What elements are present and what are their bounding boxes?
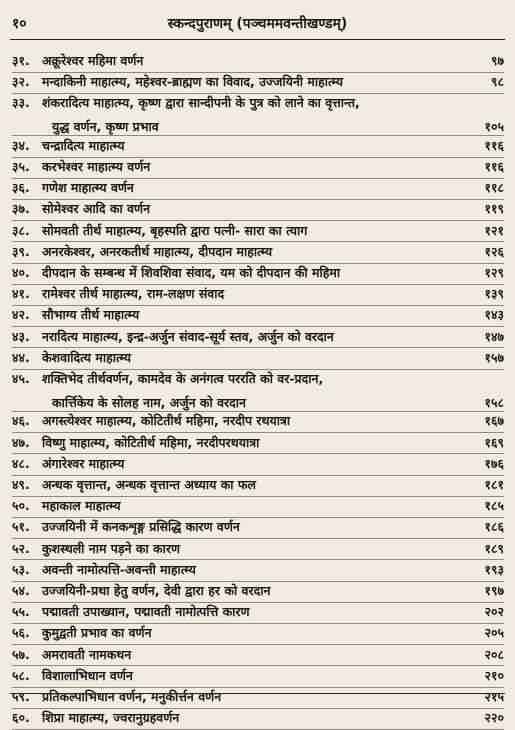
entry-page: १९३ [484,561,504,577]
entry-title: सोमवती तीर्थ माहात्म्य, बृहस्पति द्वारा पत्नी- सारा का त्याग [42,222,308,238]
entry-number: ५०. [12,498,30,514]
entry-title: अंगारेश्वर माहात्म्य [42,455,125,471]
entry-number: ४६. [12,413,30,429]
entry-separator [12,453,504,454]
entry-separator [12,347,504,348]
entry-separator [12,93,504,94]
entry-title: रामेश्वर तीर्थ माहात्म्य, राम-लक्षण संवाद [42,286,225,302]
entry-number: ४३. [12,328,30,344]
entry-title: प्रतिकल्पाभिधान वर्णन, मनुकीर्त्तन वर्णन [42,689,222,704]
entry-page: ११९ [484,201,504,217]
entry-separator [12,369,504,370]
entry-page: २१० [484,667,504,683]
entry-separator [12,644,504,645]
entry-title: अमरावती नामकथन [42,646,132,662]
entry-title: सोमेश्वर आदि का वर्णन [42,201,151,217]
entry-title: महाकाल माहात्म्य [42,498,121,514]
entry-number: ४७. [12,434,30,450]
entry-page: १६९ [484,434,504,450]
entry-page: २०८ [484,646,504,662]
entry-separator [12,135,504,136]
entry-number: ५२. [12,540,30,556]
entry-page: १२१ [484,222,504,238]
entry-page: १०५ [484,119,504,135]
entry-page: २०५ [484,625,504,641]
entry-number: ५४. [12,583,30,598]
running-title: स्कन्दपुराणम् (पञ्चममवन्तीखण्डम्) [167,16,348,32]
entry-page: १८१ [484,477,504,492]
page-header [0,0,515,42]
entry-number: ३४. [12,137,30,153]
entry-number: ५५. [12,604,30,620]
entry-title: अगस्त्येश्वर माहात्म्य, कोटितीर्थ महिमा, नरदीप रथयात्रा [42,413,291,429]
entry-number: ४४. [12,349,30,365]
entry-number: ३२. [12,74,30,90]
entry-page: २०२ [484,604,504,620]
entry-separator [12,178,504,179]
header-rule [10,39,505,40]
entry-title: शिप्रा माहात्म्य, ज्वरानुग्रहवर्णन [42,710,180,726]
entry-separator [12,475,504,476]
entry-number: ३७. [12,201,30,217]
entry-title: अक्रूरेश्वर महिमा वर्णन [42,53,144,68]
entry-separator [12,665,504,666]
entry-title: केशवादित्य माहात्म्य [42,349,132,365]
entry-title: विष्णु माहात्म्य, कोटितीर्थ महिमा, नरदीपरथयात्रा [42,434,260,450]
entry-page: १३९ [484,286,504,302]
entry-page: ११६ [484,137,504,153]
entry-separator [12,581,504,582]
entry-separator [12,305,504,306]
entry-title: गणेश माहात्म्य वर्णन [42,180,134,196]
entry-number: ४५. [12,371,30,386]
entry-separator [12,432,504,433]
entry-number: ३१. [12,53,30,68]
entry-separator [12,496,504,497]
entry-page: १४७ [484,328,504,344]
entry-separator [12,157,504,158]
entry-title: शंकरादित्य माहात्म्य, कृष्ण द्वारा सान्दीपनी के पुत्र को लाने का वृत्तान्त, [42,95,360,111]
entry-separator [12,623,504,624]
entry-page: ९७ [490,53,504,68]
entry-number: ४८. [12,455,30,471]
entry-number: ५८. [12,667,30,683]
entry-title: उज्जयिनी-प्रथा हेतु वर्णन, देवी द्वारा हर को वरदान [42,583,271,598]
entry-title-continued: युद्ध वर्णन, कृष्ण प्रभाव [52,119,159,135]
entry-number: ४१. [12,286,30,302]
entry-page: १६७ [484,413,504,429]
entry-number: ४०. [12,265,30,280]
footer-rule [10,693,505,694]
entry-number: ५१. [12,519,30,535]
entry-page: ९८ [490,74,504,90]
entry-number: ३९. [12,243,30,259]
entry-title: कुशस्थली नाम पड़ने का कारण [42,540,181,556]
entry-number: ५३. [12,561,30,577]
entry-number: ५७. [12,646,30,662]
page-number: १० [12,16,27,32]
entry-number: ५६. [12,625,30,641]
entry-title-continued: कार्त्तिकेय के सोलह नाम, अर्जुन को वरदान [52,395,246,410]
entry-page: २२० [484,710,504,726]
entry-title: कुमुद्वती प्रभाव का वर्णन [42,625,152,641]
entry-separator [12,220,504,221]
entry-separator [12,559,504,560]
entry-page: १९७ [484,583,504,598]
entry-title: विशालाभिधान वर्णन [42,667,133,683]
entry-page: १८६ [484,519,504,535]
entry-title: मन्दाकिनी माहात्म्य, महेश्वर-ब्राह्मण का विवाद, उज्जयिनी माहात्म्य [42,74,344,90]
entry-page: १८५ [484,498,504,514]
entry-number: ५९. [12,689,30,704]
entry-number: ६०. [12,710,30,726]
entry-page: १२६ [484,243,504,259]
entry-page: ११६ [484,159,504,174]
entry-separator [12,263,504,264]
entry-page: १४३ [484,307,504,323]
entry-number: ४९. [12,477,30,492]
entry-title: पद्मावती उपाख्यान, पद्मावती नामोत्पत्ति कारण [42,604,250,620]
entry-separator [12,538,504,539]
entry-title: दीपदान के सम्बन्ध में शिवशिवा संवाद, यम को दीपदान की महिमा [42,265,341,280]
entry-number: ३८. [12,222,30,238]
entry-page: १७६ [484,455,504,471]
entry-separator [12,708,504,709]
entry-title: अवन्ती नामोत्पत्ति-अवन्ती माहात्म्य [42,561,196,577]
entry-separator [12,517,504,518]
entry-page: १५७ [484,349,504,365]
entry-separator [12,687,504,688]
entry-title: अन्धक वृत्तान्त, अन्धक वृत्तान्त अध्याय का फल [42,477,256,492]
entry-page: १२९ [484,265,504,280]
entry-page: १५८ [484,395,504,410]
entry-separator [12,72,504,73]
entry-title: करभेश्वर माहात्म्य वर्णन [42,159,151,174]
entry-number: ३३. [12,95,30,111]
entry-number: ३६. [12,180,30,196]
entry-number: ४२. [12,307,30,323]
entry-separator [12,411,504,412]
entry-title: सौभाग्य तीर्थ माहात्म्य [42,307,140,323]
entry-page: १८९ [484,540,504,556]
entry-separator [12,241,504,242]
entry-separator [12,199,504,200]
entry-page: २१५ [484,689,504,704]
entry-title: अनरकेश्वर, अनरकतीर्थ माहात्म्य, दीपदान माहात्म्य [42,243,273,259]
entry-title: चन्द्रादित्य माहात्म्य [42,137,125,153]
entry-page: ११८ [484,180,504,196]
entry-number: ३५. [12,159,30,174]
entry-separator [12,326,504,327]
entry-title: उज्जयिनी में कनकशृङ्ग प्रसिद्धि कारण वर्णन [42,519,240,535]
entry-separator [12,602,504,603]
entry-title: शक्तिभेद तीर्थवर्णन, कामदेव के अनंगत्व पररति को वर-प्रदान, [42,371,324,386]
entry-title: नरादित्य माहात्म्य, इन्द्र-अर्जुन संवाद-सूर्य स्तव, अर्जुन को वरदान [42,328,334,344]
entry-separator [12,284,504,285]
